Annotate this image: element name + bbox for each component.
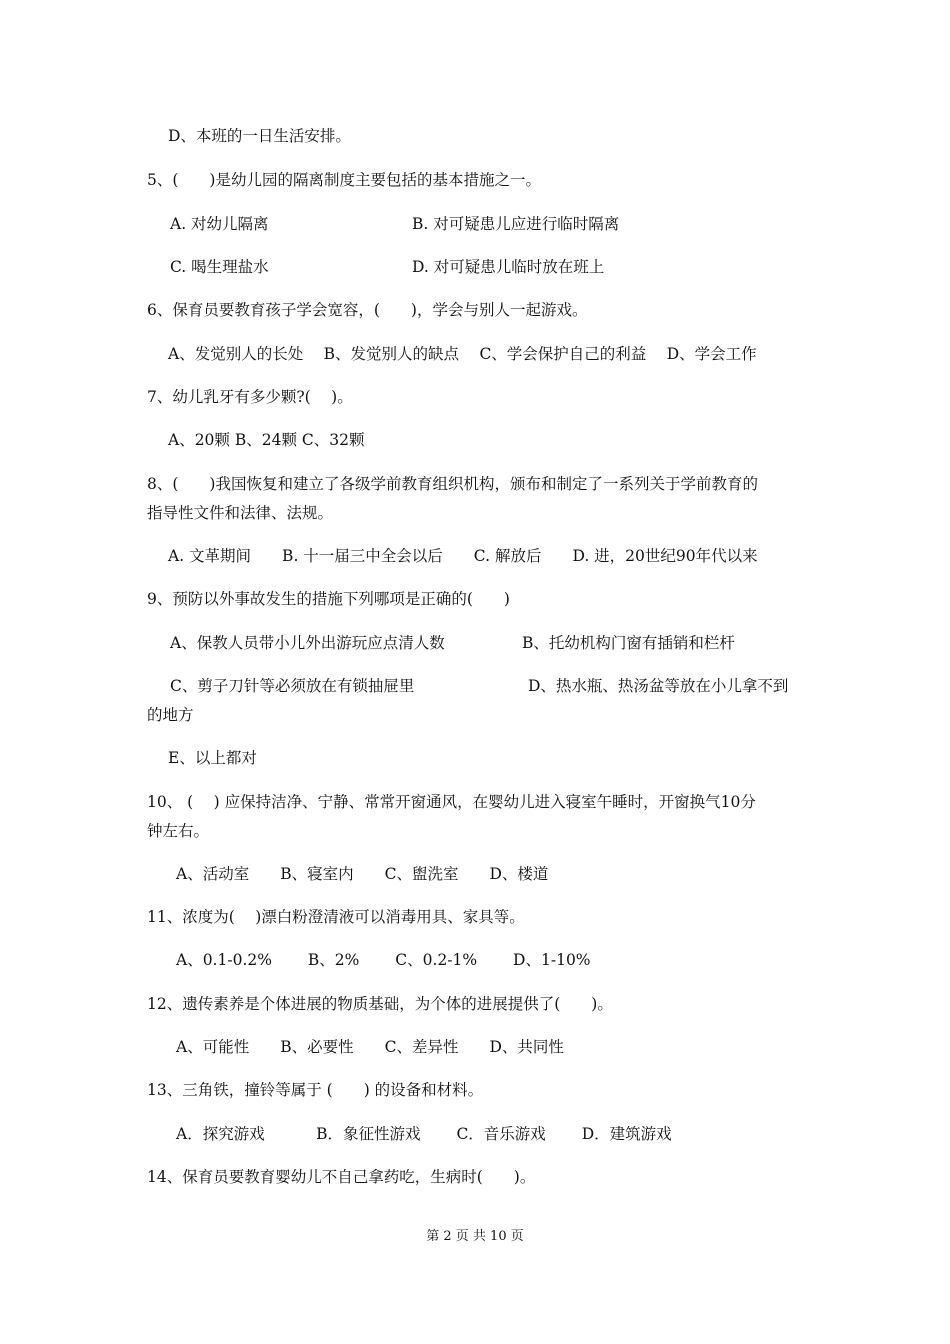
question-14: 14、保育员要教育婴幼儿不自己拿药吃，生病时( )。: [147, 1168, 536, 1186]
question-11: 11、浓度为( )漂白粉澄清液可以消毒用具、家具等。: [147, 908, 525, 926]
q6-options: A、发觉别人的长处 B、发觉别人的缺点 C、学会保护自己的利益 D、学会工作: [168, 345, 757, 363]
question-6: 6、保育员要教育孩子学会宽容，( )，学会与别人一起游戏。: [147, 301, 588, 319]
q9-option-d-cont: 的地方: [147, 706, 194, 724]
question-10-line1: 10、 ( ) 应保持洁净、宁静、常常开窗通风，在婴幼儿进入寝室午睡时，开窗换气10分: [147, 793, 756, 811]
q12-options: A、可能性 B、必要性 C、差异性 D、共同性: [176, 1038, 564, 1056]
question-13: 13、三角铁，撞铃等属于 ( ) 的设备和材料。: [147, 1081, 484, 1099]
q4-option-d: D、本班的一日生活安排。: [168, 127, 351, 145]
q7-options: A、20颗 B、24颗 C、32颗: [168, 431, 365, 449]
question-10-line2: 钟左右。: [147, 822, 210, 840]
q9-option-c: C、剪子刀针等必须放在有锁抽屉里: [170, 677, 415, 695]
q8-options: A. 文革期间 B. 十一届三中全会以后 C. 解放后 D. 进，20世纪90年代以来: [168, 547, 758, 565]
q10-options: A、活动室 B、寝室内 C、盥洗室 D、楼道: [176, 865, 549, 883]
q5-option-d: D. 对可疑患儿临时放在班上: [412, 258, 605, 276]
question-5: 5、( )是幼儿园的隔离制度主要包括的基本措施之一。: [147, 171, 541, 189]
question-9: 9、预防以外事故发生的措施下列哪项是正确的( ): [147, 590, 510, 608]
q9-option-a: A、保教人员带小儿外出游玩应点清人数: [170, 634, 445, 652]
q13-options: A．探究游戏 B．象征性游戏 C．音乐游戏 D．建筑游戏: [176, 1125, 672, 1143]
q9-option-b: B、托幼机构门窗有插销和栏杆: [522, 634, 735, 652]
q5-option-b: B. 对可疑患儿应进行临时隔离: [412, 215, 620, 233]
q5-option-c: C. 喝生理盐水: [170, 258, 269, 276]
q9-option-e: E、以上都对: [168, 749, 257, 767]
q5-option-a: A. 对幼儿隔离: [170, 215, 269, 233]
question-8-line1: 8、( )我国恢复和建立了各级学前教育组织机构，颁布和制定了一系列关于学前教育的: [147, 475, 758, 493]
question-12: 12、遗传素养是个体进展的物质基础，为个体的进展提供了( )。: [147, 995, 613, 1013]
question-8-line2: 指导性文件和法律、法规。: [147, 504, 334, 522]
q9-option-d: D、热水瓶、热汤盆等放在小儿拿不到: [528, 677, 789, 695]
q11-options: A、0.1-0.2% B、2% C、0.2-1% D、1-10%: [176, 951, 591, 969]
page-footer: 第 2 页 共 10 页: [426, 1229, 524, 1244]
question-7: 7、幼儿乳牙有多少颗?( )。: [147, 388, 353, 406]
